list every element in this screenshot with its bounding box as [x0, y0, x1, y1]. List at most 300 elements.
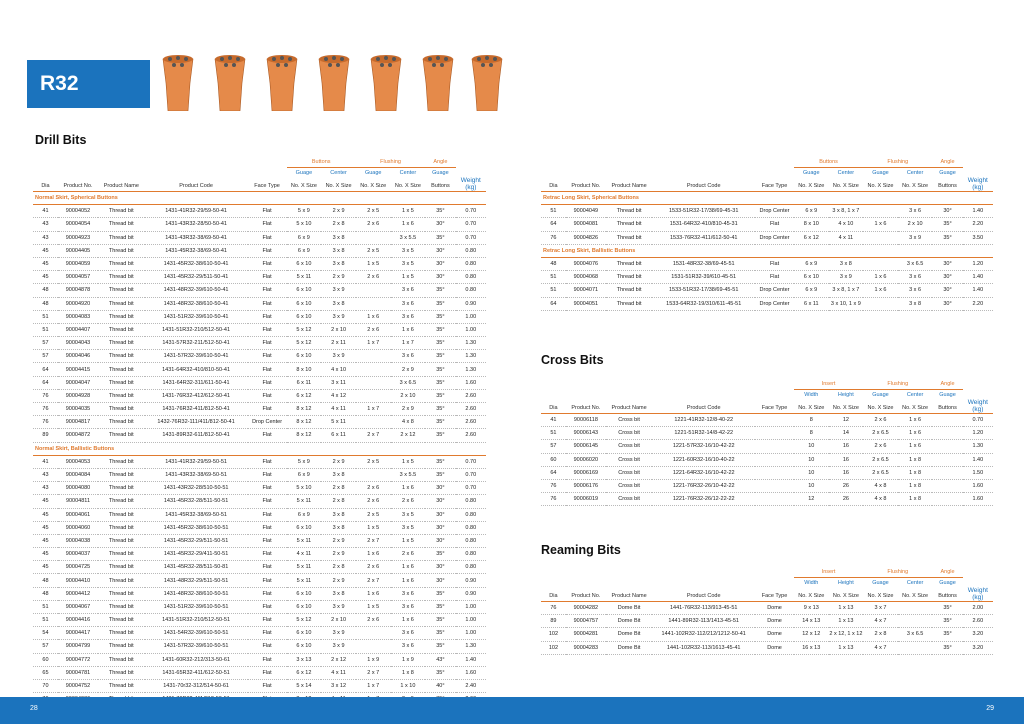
table-cell: 0.80: [456, 495, 486, 508]
table-row: [33, 627, 486, 640]
table-cell: 90004053: [58, 455, 98, 468]
table-cell: 0.80: [456, 534, 486, 547]
table-cell: Thread bit: [606, 257, 652, 270]
table-cell: 1431-45R32-29/511-50-51: [145, 534, 248, 547]
sub-header: Center: [837, 170, 855, 176]
table-cell: 1441-102R32-112/212/1212-50-41: [652, 628, 755, 641]
table-row: [33, 521, 486, 534]
table-cell: Thread bit: [98, 640, 145, 653]
table-cell: 90004407: [58, 323, 98, 336]
table-cell: 4 x 12: [321, 389, 356, 402]
table-cell: Drop Center: [755, 284, 794, 297]
table-cell: 12: [794, 493, 829, 506]
table-cell: 6 x 10: [287, 587, 322, 600]
group-header-angle: Angle: [425, 156, 455, 168]
table-cell: 6 x 11: [287, 376, 322, 389]
table-cell: 1 x 9: [356, 653, 391, 666]
sub-header: Center: [330, 170, 347, 176]
table-row: [33, 640, 486, 653]
table-cell: 1431-45R32-38/69-50-41: [145, 244, 248, 257]
table-cell: 2 x 10: [898, 218, 933, 231]
table-row: [541, 427, 993, 440]
table-cell: 1 x 7: [356, 337, 391, 350]
table-cell: 76: [33, 389, 58, 402]
table-cell: Thread bit: [98, 297, 145, 310]
table-cell: Dome: [755, 628, 794, 641]
sub-header: Guage: [803, 170, 820, 176]
table-cell: 4 x 8: [391, 416, 426, 429]
table-cell: Flat: [248, 376, 287, 389]
section-header-row: [33, 442, 486, 455]
table-cell: 6 x 10: [287, 284, 322, 297]
table-cell: 90004037: [58, 548, 98, 561]
table-cell: Thread bit: [98, 587, 145, 600]
table-row: [33, 574, 486, 587]
table-cell: 1431-48R32-38/610-50-51: [145, 587, 248, 600]
table-cell: 1221-57R32-16/10-42-22: [652, 440, 755, 453]
table-cell: 90004046: [58, 350, 98, 363]
column-header: No. X Size: [287, 178, 322, 192]
table-cell: 0.80: [456, 548, 486, 561]
column-header: No. X Size: [829, 178, 864, 192]
table-cell: 6 x 10: [287, 257, 322, 270]
drill-bit-image: [368, 53, 404, 111]
table-cell: Thread bit: [606, 284, 652, 297]
table-cell: 48: [33, 284, 58, 297]
table-cell: 45: [33, 521, 58, 534]
table-row: [541, 602, 993, 615]
table-cell: 8 x 12: [287, 416, 322, 429]
column-header: No. X Size: [794, 588, 829, 602]
table-cell: 35°: [425, 310, 455, 323]
table-row: [33, 297, 486, 310]
table-cell: 90004405: [58, 244, 98, 257]
table-cell: [755, 479, 794, 492]
table-cell: Thread bit: [98, 508, 145, 521]
table-cell: 41: [33, 455, 58, 468]
reaming-bits-table: [541, 566, 993, 655]
table-cell: Drop Center: [755, 297, 794, 310]
group-header-blank: [963, 378, 993, 390]
table-cell: 90004038: [58, 534, 98, 547]
table-cell: 6 x 12: [287, 389, 322, 402]
table-cell: 3 x 8: [321, 231, 356, 244]
table-cell: 1.00: [456, 600, 486, 613]
table-cell: Flat: [248, 310, 287, 323]
group-header-flushing: Flushing: [863, 378, 932, 390]
table-cell: 2 x 6: [356, 323, 391, 336]
table-cell: 90004068: [566, 271, 606, 284]
group-header-insert: Insert: [794, 378, 863, 390]
column-header: No. X Size: [898, 400, 933, 414]
table-cell: 90004757: [566, 615, 606, 628]
table-cell: 1533-76R32-411/612-50-41: [652, 231, 755, 244]
table-cell: 35°: [425, 455, 455, 468]
table-cell: 2 x 6: [356, 218, 391, 231]
table-cell: 3 x 6.5: [898, 628, 933, 641]
table-cell: Cross bit: [606, 440, 652, 453]
table-cell: 1.40: [456, 653, 486, 666]
table-cell: 1 x 7: [356, 679, 391, 692]
table-cell: 2 x 7: [356, 534, 391, 547]
table-cell: 3 x 9: [321, 600, 356, 613]
table-cell: 1431-45R32-29/511-50-41: [145, 271, 248, 284]
table-cell: 6 x 10: [287, 627, 322, 640]
table-cell: 35°: [425, 323, 455, 336]
table-cell: 35°: [932, 602, 962, 615]
table-row: [33, 548, 486, 561]
table-cell: Thread bit: [98, 323, 145, 336]
table-cell: 35°: [425, 337, 455, 350]
table-row: [541, 414, 993, 427]
table-cell: 0.80: [456, 561, 486, 574]
table-cell: 90004415: [58, 363, 98, 376]
table-cell: 1 x 5: [391, 455, 426, 468]
table-cell: 35°: [932, 231, 962, 244]
table-cell: 1 x 6: [898, 414, 933, 427]
table-cell: 2 x 6: [356, 271, 391, 284]
table-cell: 0.70: [456, 455, 486, 468]
column-header: No. X Size: [863, 178, 898, 192]
table-cell: 90004051: [566, 297, 606, 310]
table-cell: 1 x 6: [391, 614, 426, 627]
table-cell: 3 x 5.5: [391, 468, 426, 481]
table-row: [541, 615, 993, 628]
table-cell: 3 x 8, 1 x 7: [829, 205, 864, 218]
table-row: [541, 218, 993, 231]
table-cell: Dome Bit: [606, 641, 652, 654]
table-cell: 45: [33, 271, 58, 284]
sub-header: Guage: [939, 170, 956, 176]
table-cell: 3 x 8: [321, 521, 356, 534]
table-cell: 2 x 8: [321, 495, 356, 508]
table-cell: Thread bit: [98, 653, 145, 666]
table-cell: [932, 440, 962, 453]
table-cell: 8 x 10: [287, 363, 322, 376]
section-title: Retrac Long Skirt, Ballistic Buttons: [541, 244, 993, 257]
table-cell: 2 x 6.5: [863, 453, 898, 466]
table-cell: 2 x 6.5: [863, 427, 898, 440]
table-cell: [863, 257, 898, 270]
table-cell: 1431-51R32-39/610-50-41: [145, 310, 248, 323]
table-cell: 5 x 11: [287, 561, 322, 574]
table-cell: 4 x 11: [287, 548, 322, 561]
table-cell: 3 x 8: [321, 244, 356, 257]
table-cell: 1531-51R32-39/610-45-51: [652, 271, 755, 284]
table-cell: 3 x 8: [321, 508, 356, 521]
table-cell: [356, 284, 391, 297]
table-cell: 41: [541, 414, 566, 427]
table-cell: 90004920: [58, 297, 98, 310]
table-cell: 48: [33, 587, 58, 600]
table-cell: 0.70: [963, 414, 993, 427]
table-cell: 3 x 9: [321, 350, 356, 363]
table-cell: Flat: [248, 679, 287, 692]
left-page-number: 28: [30, 705, 38, 712]
table-cell: 30°: [932, 297, 962, 310]
table-cell: Cross bit: [606, 453, 652, 466]
retrac-bits-table: [541, 156, 993, 311]
table-cell: 1531-64R32-410/810-45-31: [652, 218, 755, 231]
drill-bits-title: Drill Bits: [35, 133, 87, 147]
table-cell: Thread bit: [98, 600, 145, 613]
table-cell: Thread bit: [98, 521, 145, 534]
column-header: Product No.: [566, 400, 606, 414]
table-cell: 1221-41R32-12/8-40-22: [652, 414, 755, 427]
table-cell: 30°: [425, 534, 455, 547]
table-cell: 90006118: [566, 414, 606, 427]
table-cell: 64: [33, 363, 58, 376]
table-cell: 45: [33, 561, 58, 574]
table-cell: 8: [794, 414, 829, 427]
table-cell: 6 x 9: [287, 468, 322, 481]
table-cell: 3 x 8: [898, 297, 933, 310]
table-cell: 1 x 6: [356, 587, 391, 600]
table-cell: 6 x 9: [287, 508, 322, 521]
table-cell: 1 x 13: [829, 602, 864, 615]
group-header-blank: [541, 378, 794, 390]
table-cell: 90004043: [58, 337, 98, 350]
column-header: Product Code: [652, 178, 755, 192]
table-cell: 5 x 11: [287, 495, 322, 508]
table-cell: 1431-43R32-38/69-50-41: [145, 231, 248, 244]
table-cell: 2.60: [456, 389, 486, 402]
table-cell: 1431-45R32-38/610-50-41: [145, 257, 248, 270]
table-cell: Flat: [248, 244, 287, 257]
table-cell: [356, 376, 391, 389]
table-cell: 45: [33, 548, 58, 561]
table-cell: 1431-45R32-38/610-50-51: [145, 521, 248, 534]
table-cell: 2.60: [963, 615, 993, 628]
table-cell: 90004080: [58, 482, 98, 495]
table-cell: [755, 440, 794, 453]
table-cell: 30°: [425, 482, 455, 495]
table-cell: 1531-48R32-38/69-45-51: [652, 257, 755, 270]
table-cell: [863, 231, 898, 244]
table-cell: 3.20: [963, 641, 993, 654]
table-cell: 35°: [425, 548, 455, 561]
table-cell: 90004281: [566, 628, 606, 641]
table-cell: Thread bit: [98, 468, 145, 481]
table-cell: 90006176: [566, 479, 606, 492]
table-cell: 35°: [425, 600, 455, 613]
table-cell: 1.20: [963, 257, 993, 270]
table-cell: 2 x 5: [356, 508, 391, 521]
table-cell: 57: [33, 350, 58, 363]
table-cell: Flat: [755, 271, 794, 284]
table-cell: 3 x 5: [391, 244, 426, 257]
column-header: Product No.: [58, 178, 98, 192]
table-cell: [932, 493, 962, 506]
table-cell: 5 x 14: [287, 679, 322, 692]
table-cell: 90006145: [566, 440, 606, 453]
table-cell: Flat: [248, 284, 287, 297]
group-header-angle: Angle: [932, 566, 962, 578]
table-cell: 89: [33, 429, 58, 442]
table-cell: 6 x 12: [287, 666, 322, 679]
table-row: [33, 482, 486, 495]
table-cell: 6 x 10: [794, 271, 829, 284]
table-cell: 3 x 6: [391, 600, 426, 613]
table-cell: 90006143: [566, 427, 606, 440]
table-cell: Flat: [248, 403, 287, 416]
sub-header: Guage: [432, 170, 449, 176]
table-cell: 1431-41R32-29/59-50-41: [145, 205, 248, 218]
table-cell: 1 x 7: [391, 337, 426, 350]
table-cell: 3 x 6: [898, 271, 933, 284]
table-cell: Thread bit: [98, 666, 145, 679]
table-cell: 90006169: [566, 466, 606, 479]
column-header: Face Type: [248, 178, 287, 192]
drill-bits-table: [33, 156, 486, 706]
table-cell: 45: [33, 257, 58, 270]
column-header: Dia: [33, 178, 58, 192]
table-cell: 1 x 6: [391, 323, 426, 336]
table-cell: 1431-43R32-38/69-50-51: [145, 468, 248, 481]
table-cell: Flat: [248, 205, 287, 218]
table-cell: Flat: [755, 257, 794, 270]
table-cell: Flat: [248, 534, 287, 547]
cross-bits-table: [541, 378, 993, 506]
table-cell: Flat: [248, 640, 287, 653]
table-cell: 2 x 9: [321, 548, 356, 561]
table-cell: 3 x 6: [391, 297, 426, 310]
table-cell: 2.20: [963, 297, 993, 310]
table-cell: Thread bit: [98, 403, 145, 416]
table-cell: 3 x 9: [321, 310, 356, 323]
table-cell: [898, 641, 933, 654]
table-cell: 43: [33, 482, 58, 495]
table-cell: 1 x 8: [898, 453, 933, 466]
column-header: Product No.: [566, 178, 606, 192]
table-cell: 6 x 10: [287, 297, 322, 310]
table-cell: 65: [33, 666, 58, 679]
table-cell: 3 x 8, 1 x 7: [829, 284, 864, 297]
table-cell: Thread bit: [98, 257, 145, 270]
table-cell: 45: [33, 495, 58, 508]
table-cell: 6 x 12: [794, 231, 829, 244]
table-cell: [932, 427, 962, 440]
table-cell: [898, 602, 933, 615]
table-cell: 1431-76R32-411/812-50-41: [145, 403, 248, 416]
table-cell: 1431-54R32-39/610-50-51: [145, 627, 248, 640]
table-cell: 1431-41R32-29/59-50-51: [145, 455, 248, 468]
table-cell: 3 x 6: [898, 205, 933, 218]
table-cell: 16 x 13: [794, 641, 829, 654]
table-cell: 90004928: [58, 389, 98, 402]
column-header: Product Name: [98, 178, 145, 192]
group-header-insert: Insert: [794, 566, 863, 578]
group-header-angle: Angle: [932, 378, 962, 390]
table-cell: Thread bit: [606, 297, 652, 310]
sub-header: Guage: [872, 392, 889, 398]
section-title: Normal Skirt, Ballistic Buttons: [33, 442, 486, 455]
table-cell: 1.40: [963, 271, 993, 284]
group-header-angle: Angle: [932, 156, 962, 168]
sub-header: Guage: [939, 392, 956, 398]
table-cell: 2 x 10: [321, 614, 356, 627]
table-cell: 35°: [425, 403, 455, 416]
table-cell: 1 x 8: [391, 666, 426, 679]
table-cell: 26: [829, 479, 864, 492]
table-cell: 2.40: [456, 679, 486, 692]
table-cell: 4 x 10: [321, 363, 356, 376]
section-header-row: [33, 192, 486, 205]
table-cell: 90004052: [58, 205, 98, 218]
table-cell: 1431-43R32-28/50-50-41: [145, 218, 248, 231]
column-header: Dia: [541, 588, 566, 602]
table-cell: 1.60: [456, 666, 486, 679]
table-cell: 2 x 6: [863, 440, 898, 453]
table-cell: 2 x 7: [356, 429, 391, 442]
table-cell: Flat: [248, 363, 287, 376]
table-cell: [356, 350, 391, 363]
sub-header: Height: [837, 580, 854, 586]
table-cell: 1441-102R32-113/1613-45-41: [652, 641, 755, 654]
table-cell: Thread bit: [606, 205, 652, 218]
table-cell: 2 x 6: [356, 482, 391, 495]
table-cell: 35°: [425, 376, 455, 389]
table-cell: Thread bit: [98, 574, 145, 587]
table-cell: 60: [541, 453, 566, 466]
table-cell: 12: [829, 414, 864, 427]
section-title: Retrac Long Skirt, Spherical Buttons: [541, 192, 993, 205]
table-cell: Cross bit: [606, 427, 652, 440]
table-cell: 8 x 12: [287, 429, 322, 442]
table-cell: 90004081: [566, 218, 606, 231]
drill-bit-image: [316, 53, 352, 111]
table-cell: Flat: [248, 666, 287, 679]
table-cell: 2 x 9: [321, 455, 356, 468]
sub-header: Guage: [939, 580, 956, 586]
table-cell: Thread bit: [98, 205, 145, 218]
table-cell: 1.30: [456, 337, 486, 350]
table-cell: 35°: [425, 363, 455, 376]
table-cell: [356, 231, 391, 244]
table-cell: 40°: [425, 679, 455, 692]
table-cell: 35°: [425, 205, 455, 218]
table-cell: 1431-57R32-39/610-50-51: [145, 640, 248, 653]
table-cell: Flat: [248, 521, 287, 534]
table-cell: 90004417: [58, 627, 98, 640]
table-cell: Dome Bit: [606, 615, 652, 628]
drill-bit-image: [420, 53, 456, 111]
table-cell: 1 x 10: [391, 679, 426, 692]
table-cell: 76: [541, 493, 566, 506]
table-cell: 16: [829, 440, 864, 453]
table-cell: 2 x 6: [863, 414, 898, 427]
table-cell: 1431-64R32-410/810-50-41: [145, 363, 248, 376]
table-cell: 2 x 8: [321, 218, 356, 231]
series-title: R32: [40, 72, 79, 95]
table-cell: 1.20: [963, 427, 993, 440]
table-cell: Thread bit: [98, 284, 145, 297]
table-cell: 1533-64R32-19/310/611-45-51: [652, 297, 755, 310]
table-cell: 35°: [425, 389, 455, 402]
table-cell: Flat: [248, 548, 287, 561]
table-cell: 90004826: [566, 231, 606, 244]
table-cell: 35°: [425, 666, 455, 679]
table-cell: 3 x 9: [321, 284, 356, 297]
table-cell: Thread bit: [98, 231, 145, 244]
table-cell: 2 x 9: [321, 205, 356, 218]
table-cell: 1431-45R32-28/511-50-51: [145, 495, 248, 508]
table-cell: 60: [33, 653, 58, 666]
table-cell: 43: [33, 218, 58, 231]
table-cell: Flat: [248, 429, 287, 442]
table-cell: 30°: [932, 257, 962, 270]
table-cell: 2.20: [963, 218, 993, 231]
